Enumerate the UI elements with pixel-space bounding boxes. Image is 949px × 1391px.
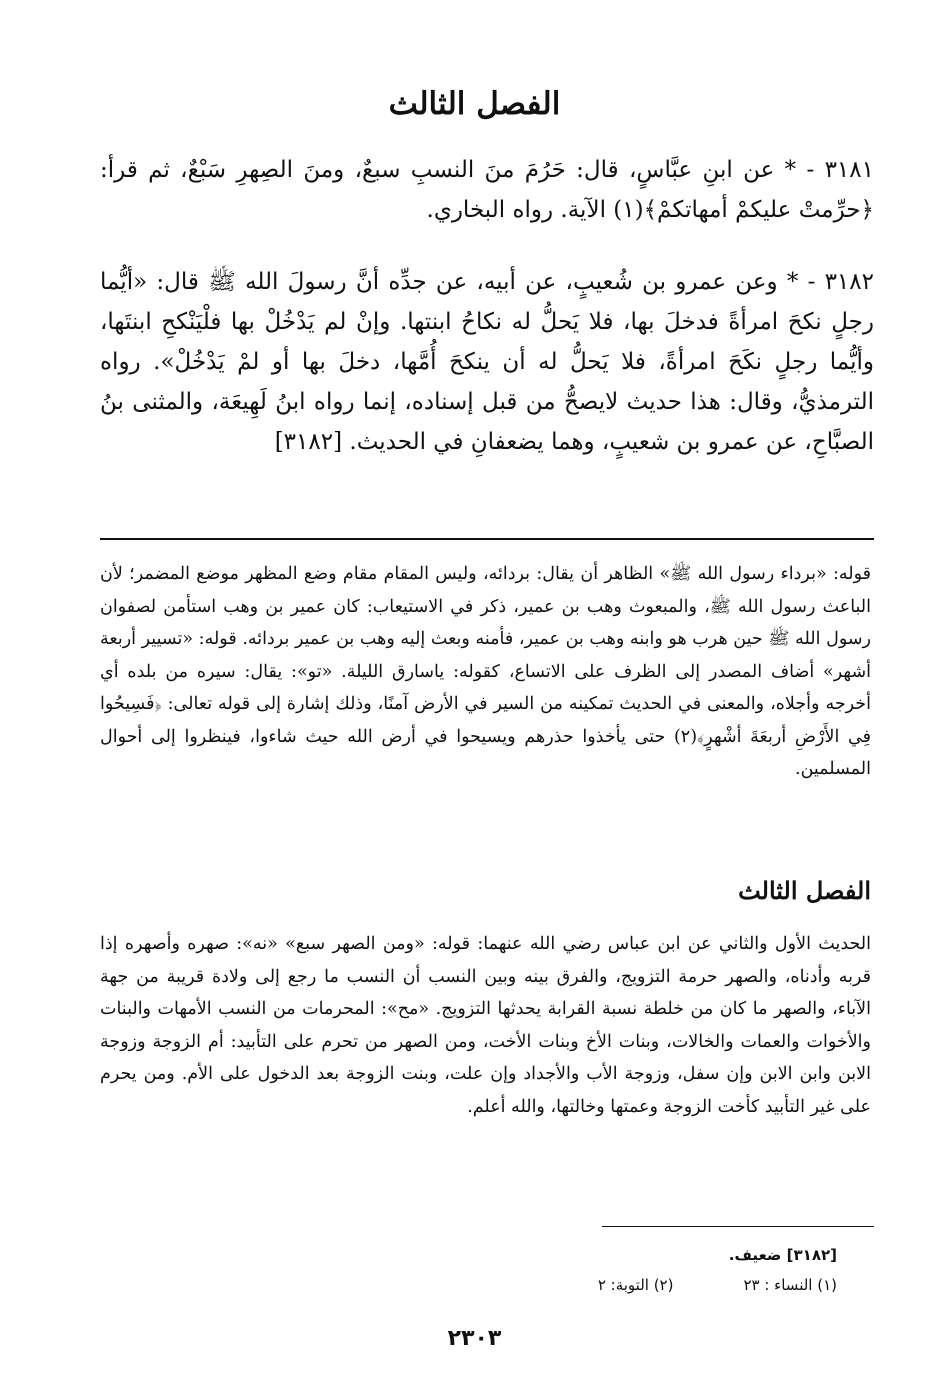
page-title: الفصل الثالث — [388, 86, 561, 122]
page-number: ٢٣٠٣ — [447, 1326, 502, 1351]
footnote-2: (٢) التوبة: ٢ — [597, 1276, 674, 1294]
footnote-row — [598, 1270, 837, 1300]
commentary-subheading: الفصل الثالث — [738, 876, 871, 905]
section-divider — [100, 538, 874, 540]
footnotes — [598, 1240, 837, 1300]
commentary-third-section: الحديث الأول والثاني عن ابن عباس رضي الله عنهما: قوله: «ومن الصهر سبع» «نه»: صهره وأصهره إذا قربه وأدناه، والصهر حرمة التزويج، والفرق بينه وبين النسب أن النسب ما رجع إلى ولادة قريبة من جهة الآباء، والصهر ما كان من خلطة نسبة القرابة يحدثها التزويج. «مح»: المحرمات من النسب الأمهات والبنات والأخوات والعمات والخالات، وبنات الأخ وبنات الأخت، ومن الصهر من تحرم على التأبيد: أم الزوجة وزوجة الابن وابن الابن وإن سفل، وزوجة الأب والأجداد وإن علت، وبنت الزوجة بعد الدخول على الأم. ومن يحرم على غير التأبيد كأخت الزوجة وعمتها وخالتها، والله أعلم. — [100, 934, 871, 1117]
commentary-previous-section: قوله: «برداء رسول الله ﷺ» الظاهر أن يقال: بردائه، وليس المقام مقام وضع المظهر موضع المضمر؛ لأن الباعث رسول الله ﷺ، والمبعوث وهب بن عمير، ذكر في الاستيعاب: كان عمير بن وهب استأمن لصفوان رسول الله ﷺ حين هرب هو وابنه وهب بن عمير، فأمنه وبعث إليه وهب بن عمير بردائه. قوله: «تسيير أربعة أشهر» أضاف المصدر إلى الظرف على الاتساع، كقوله: ياسارق الليلة. «تو»: يقال: سيره من بلده أي أخرجه وأجلاه، والمعنى في الحديث تمكينه من السير في الأرض آمنًا، وذلك إشارة إلى قوله تعالى: ﴿فَسِيحُوا فِي الأَرْضِ أربعَةَ أشْهرٍ﴾(٢) حتى يأخذوا حذرهم ويسيحوا في أرض الله حيث شاءوا، فينظروا إلى أحوال المسلمين. — [100, 564, 871, 779]
footnote-divider — [602, 1226, 874, 1227]
hadith-3181: ٣١٨١ - * عن ابنِ عبَّاسٍ، قال: حَرُمَ منَ النسبِ سبعٌ، ومنَ الصِهرِ سَبْعٌ، ثم قرأ: ﴿حرِّمتْ عليكمْ أمهاتكمْ﴾(١) الآية. رواه البخاري. — [100, 157, 874, 223]
hadith-3182: ٣١٨٢ - * وعن عمرو بن شُعيبٍ، عن أبيه، عن جدِّه أنَّ رسولَ الله ﷺ قال: «أيُّما رجلٍ نكحَ امرأةً فدخلَ بها، فلا يَحلُّ له نكاحُ ابنتها. وإنْ لم يَدْخُلْ بها فلْيَنْكحِ ابنتَها، وأيُّما رجلٍ نكَحَ امرأةً، فلا يَحلُّ له أن ينكحَ أُمَّها، دخلَ بها أو لمْ يَدْخُلْ». رواه الترمذيُّ، وقال: هذا حديث لايصحُّ من قبل إسناده، إنما رواه ابنُ لَهِيعَة، والمثنى بنُ الصبَّاحِ، عن عمرو بن شعيبٍ، وهما يضعفانِ في الحديث. [٣١٨٢] — [100, 269, 874, 455]
footnote-grade: [٣١٨٢] ضعيف. — [728, 1246, 837, 1264]
footnote-1: (١) النساء : ٢٣ — [743, 1276, 837, 1294]
